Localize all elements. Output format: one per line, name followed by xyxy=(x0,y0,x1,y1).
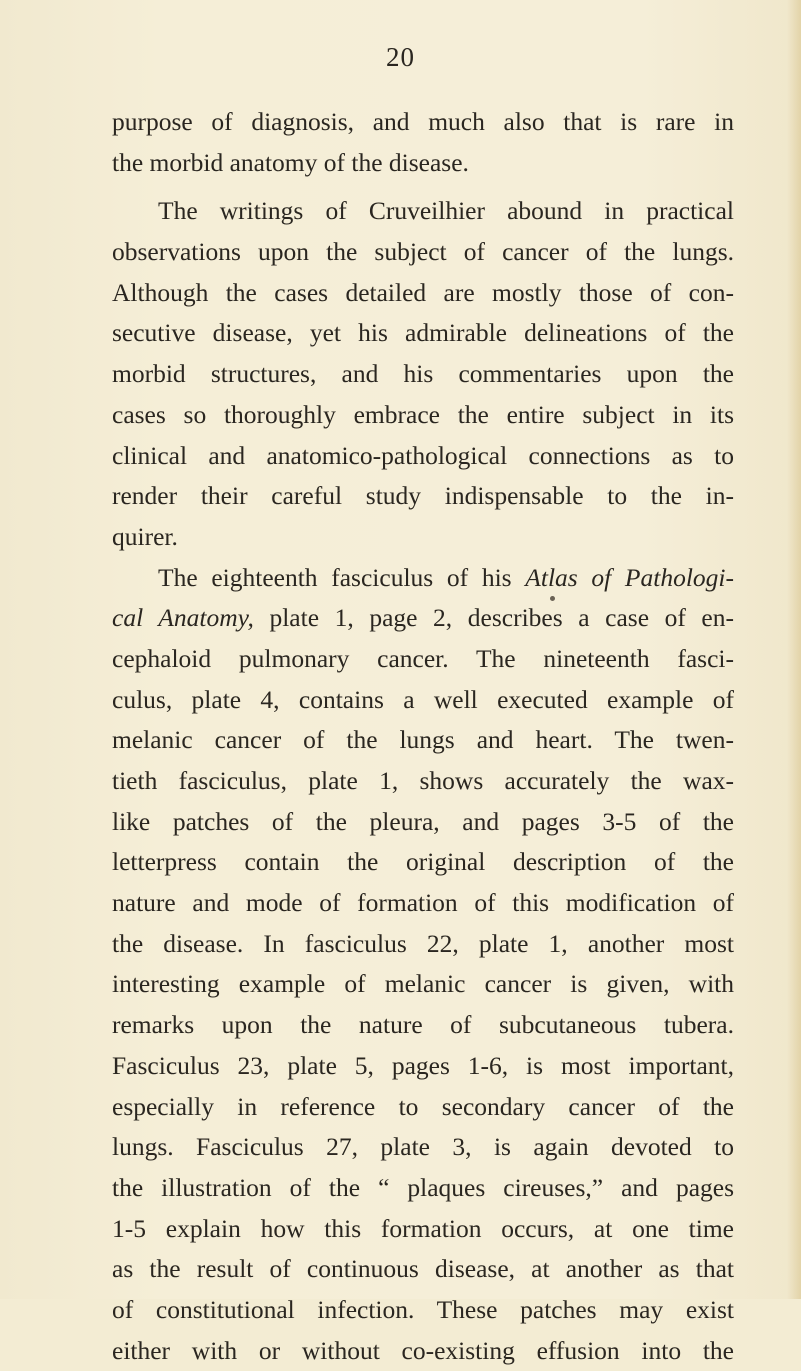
text-line xyxy=(112,558,734,599)
text-line: Fasciculus 23, plate 5, pages 1-6, is most important, xyxy=(112,1050,734,1080)
text-line: Although the cases detailed are mostly those of con- xyxy=(112,277,734,307)
text-line: especially in reference to secondary cancer of the xyxy=(112,1091,734,1121)
italic-title: Atlas of Pathologi- xyxy=(525,562,734,592)
text-run: plate 1, page 2, describes a case of en- xyxy=(253,603,734,633)
text-line: melanic cancer of the lungs and heart. The twen- xyxy=(112,725,734,755)
text-line: secutive disease, yet his admirable delineations of the xyxy=(112,318,734,348)
text-line: remarks upon the nature of subcutaneous tubera. xyxy=(112,1010,734,1040)
text-line: the morbid anatomy of the disease. xyxy=(112,147,469,177)
text-line: as the result of continuous disease, at another as that xyxy=(112,1254,734,1284)
text-line: the illustration of the “ plaques cireuses,” and pages xyxy=(112,1172,734,1202)
page-number: 20 xyxy=(386,42,415,72)
text-line: purpose of diagnosis, and much also that is rare in xyxy=(112,107,734,136)
ink-speck xyxy=(550,596,555,601)
text-line: of constitutional infection. These patches may exist xyxy=(112,1294,734,1324)
text-line: interesting example of melanic cancer is given, with xyxy=(112,969,734,999)
text-line: the disease. In fasciculus 22, plate 1, another most xyxy=(112,928,734,958)
text-line: morbid structures, and his commentaries upon the xyxy=(112,359,734,389)
text-run: The eighteenth fasciculus of his xyxy=(158,562,526,592)
text-line: like patches of the pleura, and pages 3-5 of the xyxy=(112,806,734,836)
text-line: culus, plate 4, contains a well executed example of xyxy=(112,684,734,714)
text-line: The writings of Cruveilhier abound in practical xyxy=(158,196,734,226)
text-line: clinical and anatomico-pathological connections as to xyxy=(112,440,734,470)
text-line: either with or without co-existing effusion into the xyxy=(112,1335,734,1365)
text-line: letterpress contain the original description of the xyxy=(112,847,734,877)
text-line: cephaloid pulmonary cancer. The nineteenth fasci- xyxy=(112,643,734,673)
text-line: tieth fasciculus, plate 1, shows accurately the wax- xyxy=(112,766,734,795)
text-line xyxy=(112,598,734,639)
page-edge-shadow xyxy=(787,0,801,1299)
italic-title: cal Anatomy, xyxy=(112,603,254,633)
text-line: 1-5 explain how this formation occurs, at one time xyxy=(112,1213,734,1243)
text-line: nature and mode of formation of this modification of xyxy=(112,888,734,918)
text-line: render their careful study indispensable to the in- xyxy=(112,481,734,511)
text-line: lungs. Fasciculus 27, plate 3, is again devoted to xyxy=(112,1132,734,1162)
text-line: cases so thoroughly embrace the entire subject in its xyxy=(112,399,734,429)
text-line: quirer. xyxy=(112,521,178,551)
text-line: observations upon the subject of cancer of the lungs. xyxy=(112,237,734,267)
body-text xyxy=(112,102,734,1371)
